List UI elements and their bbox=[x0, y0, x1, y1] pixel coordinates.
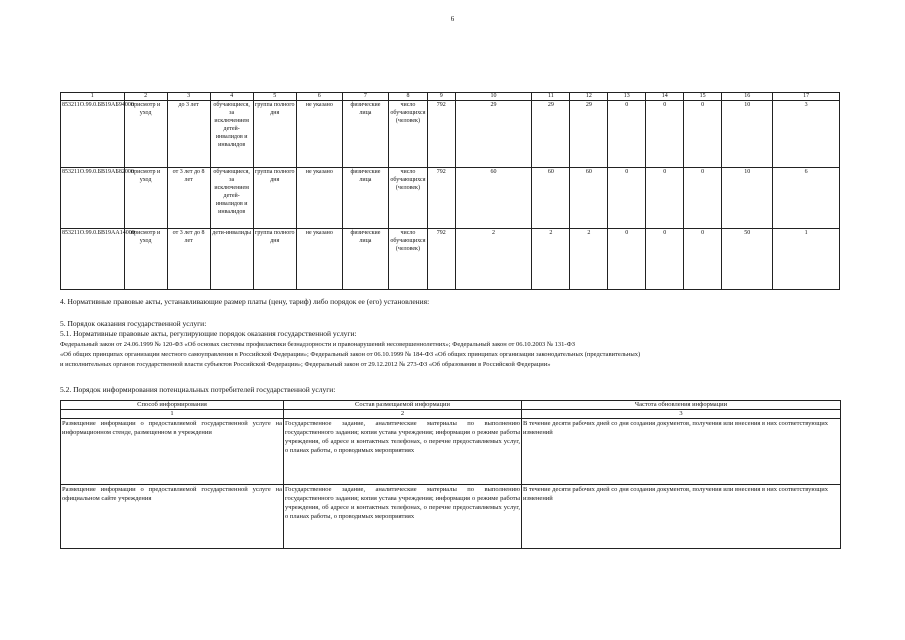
table-cell: 0 bbox=[608, 101, 646, 168]
table-cell: 50 bbox=[722, 229, 773, 290]
table-header-row bbox=[61, 93, 840, 101]
section-5-heading: 5. Порядок оказания государственной услуги: bbox=[60, 319, 207, 328]
column-number: 6 bbox=[296, 93, 342, 101]
registry-code-cell: 853211О.99.0.БВ19АБ82000 bbox=[61, 168, 125, 229]
table-cell: 0 bbox=[646, 101, 684, 168]
table-cell: 3 bbox=[773, 101, 840, 168]
info-number-row bbox=[61, 410, 841, 419]
table-cell: 0 bbox=[646, 229, 684, 290]
info-row bbox=[61, 419, 841, 485]
table-cell: присмотр и уход bbox=[124, 101, 167, 168]
column-number: 3 bbox=[167, 93, 210, 101]
column-number: 16 bbox=[722, 93, 773, 101]
table-cell: 0 bbox=[684, 168, 722, 229]
laws-line-2: «Об общих принципах организации местного самоуправления в Российской Федерации»; Федеральный закон от 06.10.1999 № 184-ФЗ «Об общих принципах организации законодательных (представительных) bbox=[60, 351, 641, 358]
table-cell: не указано bbox=[296, 229, 342, 290]
table-cell: 792 bbox=[427, 229, 455, 290]
info-header-method: Способ информирования bbox=[61, 401, 284, 410]
table-cell: 29 bbox=[532, 101, 570, 168]
column-number: 7 bbox=[342, 93, 388, 101]
column-number: 12 bbox=[570, 93, 608, 101]
column-number: 5 bbox=[253, 93, 296, 101]
registry-code-cell: 853211О.99.0.БВ19АБ94000 bbox=[61, 101, 125, 168]
info-row bbox=[61, 485, 841, 549]
column-number: 10 bbox=[455, 93, 532, 101]
column-number: 1 bbox=[61, 410, 284, 419]
table-row bbox=[61, 229, 840, 290]
info-header-content: Состав размещаемой информации bbox=[284, 401, 522, 410]
table-cell: 1 bbox=[773, 229, 840, 290]
info-method-cell: Размещение информации о предоставляемой государственной услуге на официальном сайте учреждения bbox=[61, 485, 284, 549]
column-number: 1 bbox=[61, 93, 125, 101]
info-frequency-cell: В течение десяти рабочих дней со дня создания документов, получения или внесения в них соответствующих изменений bbox=[522, 419, 841, 485]
table-cell: физические лица bbox=[342, 101, 388, 168]
table-cell: присмотр и уход bbox=[124, 229, 167, 290]
section-5-2-heading: 5.2. Порядок информирования потенциальных потребителей государственной услуги: bbox=[60, 385, 336, 394]
table-cell: группа полного дня bbox=[253, 168, 296, 229]
table-cell: 60 bbox=[570, 168, 608, 229]
table-cell: 0 bbox=[608, 168, 646, 229]
table-cell: 2 bbox=[532, 229, 570, 290]
table-cell: 0 bbox=[608, 229, 646, 290]
table-cell: группа полного дня bbox=[253, 229, 296, 290]
info-header-row bbox=[61, 401, 841, 410]
table-cell: обучающиеся, за исключением детей-инвалидов и инвалидов bbox=[210, 101, 253, 168]
column-number: 11 bbox=[532, 93, 570, 101]
table-cell: 29 bbox=[455, 101, 532, 168]
table-cell: 792 bbox=[427, 168, 455, 229]
column-number: 8 bbox=[388, 93, 427, 101]
info-method-cell: Размещение информации о предоставляемой государственной услуге на информационном стенде, размещенном в учреждении bbox=[61, 419, 284, 485]
laws-line-1: Федеральный закон от 24.06.1999 № 120-ФЗ «Об основах системы профилактики безнадзорности и правонарушений несовершеннолетних»; Федеральный закон от 06.10.2003 № 131-ФЗ bbox=[60, 341, 575, 348]
table-cell: не указано bbox=[296, 101, 342, 168]
info-content-cell: Государственное задание, аналитические материалы по выполнению государственного задания; копия устава учреждения; информация о режиме работы учреждения, об адресе и контактных телефонах, о перечне предоставляемых услуг, о планах работы, о проводимых мероприятиях bbox=[284, 485, 522, 549]
info-content-cell: Государственное задание, аналитические материалы по выполнению государственного задания; копия устава учреждения; информация о режиме работы учреждения, об адресе и контактных телефонах, о перечне предоставляемых услуг, о планах работы, о проводимых мероприятиях bbox=[284, 419, 522, 485]
table-cell: от 3 лет до 8 лет bbox=[167, 168, 210, 229]
table-cell: присмотр и уход bbox=[124, 168, 167, 229]
table-cell: 60 bbox=[532, 168, 570, 229]
registry-code-cell: 853211О.99.0.БВ19АА14000 bbox=[61, 229, 125, 290]
table-cell: число обучающихся (человек) bbox=[388, 168, 427, 229]
table-cell: число обучающихся (человек) bbox=[388, 101, 427, 168]
table-cell: 2 bbox=[455, 229, 532, 290]
table-cell: 2 bbox=[570, 229, 608, 290]
column-number: 3 bbox=[522, 410, 841, 419]
table-cell: не указано bbox=[296, 168, 342, 229]
table-cell: 10 bbox=[722, 168, 773, 229]
column-number: 15 bbox=[684, 93, 722, 101]
column-number: 4 bbox=[210, 93, 253, 101]
table-cell: 29 bbox=[570, 101, 608, 168]
table-cell: 792 bbox=[427, 101, 455, 168]
info-header-frequency: Частота обновления информации bbox=[522, 401, 841, 410]
table-cell: 10 bbox=[722, 101, 773, 168]
column-number: 17 bbox=[773, 93, 840, 101]
section-4-heading: 4. Нормативные правовые акты, устанавливающие размер платы (цену, тариф) либо порядок ее (его) установления: bbox=[60, 297, 430, 306]
column-number: 2 bbox=[124, 93, 167, 101]
table-row bbox=[61, 168, 840, 229]
service-volume-table bbox=[60, 92, 840, 290]
table-cell: группа полного дня bbox=[253, 101, 296, 168]
table-cell: до 3 лет bbox=[167, 101, 210, 168]
table-cell: 0 bbox=[646, 168, 684, 229]
table-cell: обучающиеся, за исключением детей-инвалидов и инвалидов bbox=[210, 168, 253, 229]
section-5-1-heading: 5.1. Нормативные правовые акты, регулирующие порядок оказания государственной услуги: bbox=[60, 329, 357, 338]
table-cell: дети-инвалиды bbox=[210, 229, 253, 290]
table-cell: число обучающихся (человек) bbox=[388, 229, 427, 290]
table-cell: 0 bbox=[684, 101, 722, 168]
column-number: 13 bbox=[608, 93, 646, 101]
page-number: 6 bbox=[450, 15, 455, 23]
table-cell: физические лица bbox=[342, 229, 388, 290]
column-number: 9 bbox=[427, 93, 455, 101]
column-number: 2 bbox=[284, 410, 522, 419]
table-cell: 6 bbox=[773, 168, 840, 229]
table-cell: 0 bbox=[684, 229, 722, 290]
table-row bbox=[61, 101, 840, 168]
info-frequency-cell: В течение десяти рабочих дней со дня создания документов, получения или внесения в них соответствующих изменений bbox=[522, 485, 841, 549]
table-cell: физические лица bbox=[342, 168, 388, 229]
information-table bbox=[60, 400, 841, 549]
column-number: 14 bbox=[646, 93, 684, 101]
table-cell: 60 bbox=[455, 168, 532, 229]
laws-line-3: и исполнительных органов государственной власти субъектов Российской Федерации»; Федеральный закон от 29.12.2012 № 273-ФЗ «Об образовании в Российской Федерации» bbox=[60, 361, 551, 368]
table-cell: от 3 лет до 8 лет bbox=[167, 229, 210, 290]
